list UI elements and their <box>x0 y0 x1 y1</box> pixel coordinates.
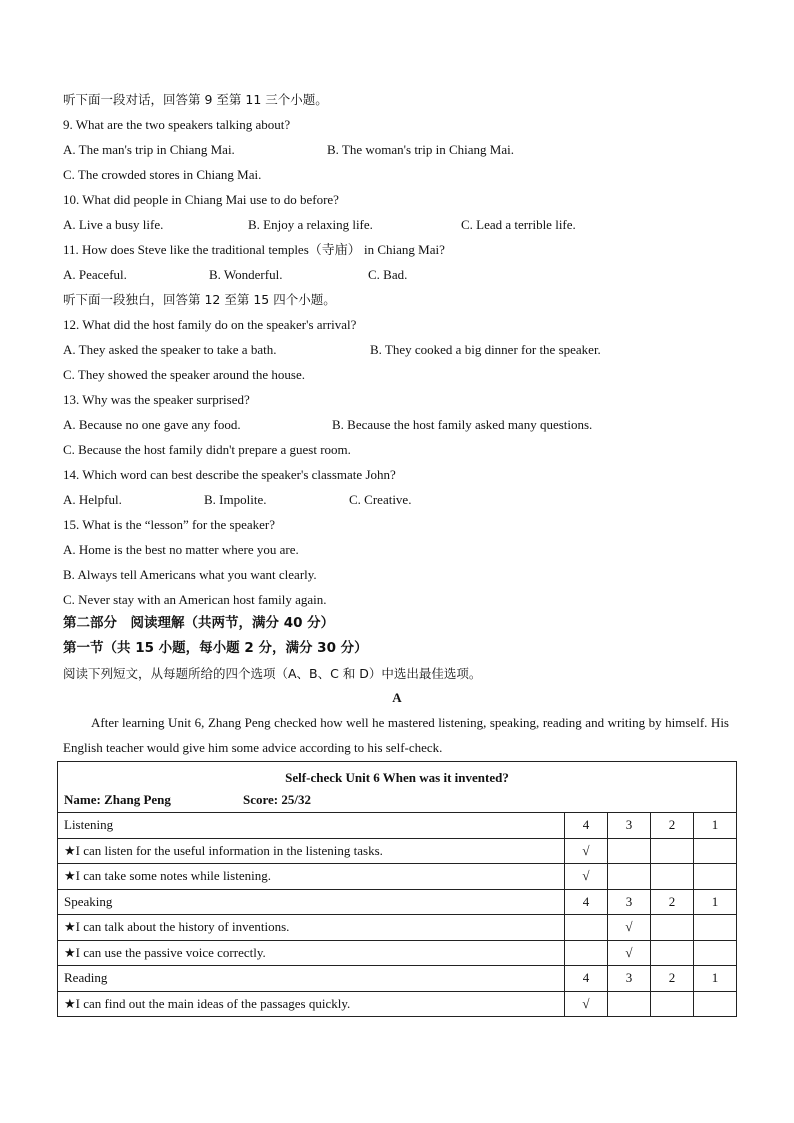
check-cell <box>651 991 694 1017</box>
q12-option-a: A. They asked the speaker to take a bath. <box>63 342 277 357</box>
section1-title: 第一节（共 15 小题，每小题 2 分，满分 30 分） <box>63 640 368 656</box>
student-name: Name: Zhang Peng <box>64 792 171 807</box>
student-score: Score: 25/32 <box>243 792 311 807</box>
item-text: ★I can listen for the useful information in the listening tasks. <box>58 838 565 864</box>
scale-1: 1 <box>694 813 737 839</box>
check-cell <box>694 864 737 890</box>
scale-4: 4 <box>565 966 608 992</box>
check-cell <box>608 864 651 890</box>
q14-option-c: C. Creative. <box>349 492 412 507</box>
question-14: 14. Which word can best describe the speaker's classmate John? <box>63 467 396 482</box>
q10-option-a: A. Live a busy life. <box>63 217 164 232</box>
q15-option-a: A. Home is the best no matter where you are. <box>63 542 299 557</box>
q12-option-c: C. They showed the speaker around the house. <box>63 367 306 382</box>
check-cell <box>608 991 651 1017</box>
check-cell <box>651 915 694 941</box>
check-cell <box>608 838 651 864</box>
q11-option-c: C. Bad. <box>368 267 408 282</box>
question-15: 15. What is the “lesson” for the speaker? <box>63 517 276 532</box>
check-cell <box>694 991 737 1017</box>
check-cell <box>565 915 608 941</box>
question-13: 13. Why was the speaker surprised? <box>63 392 250 407</box>
scale-1: 1 <box>694 966 737 992</box>
table-row <box>58 864 737 890</box>
passage-label: A <box>392 690 402 705</box>
scale-2: 2 <box>651 889 694 915</box>
section-intro-9-11: 听下面一段对话，回答第 9 至第 11 三个小题。 <box>63 92 328 107</box>
section-label: Listening <box>58 813 565 839</box>
q12-option-b: B. They cooked a big dinner for the speaker. <box>370 342 601 357</box>
check-cell <box>565 940 608 966</box>
q13-option-b: B. Because the host family asked many questions. <box>332 417 593 432</box>
part2-title: 第二部分 阅读理解（共两节，满分 40 分） <box>63 615 335 631</box>
check-cell: √ <box>565 838 608 864</box>
scale-3: 3 <box>608 966 651 992</box>
check-cell <box>694 940 737 966</box>
table-row <box>58 838 737 864</box>
scale-2: 2 <box>651 966 694 992</box>
check-cell: √ <box>565 864 608 890</box>
check-cell: √ <box>608 915 651 941</box>
q9-option-c: C. The crowded stores in Chiang Mai. <box>63 167 262 182</box>
section1-instruction: 阅读下列短文，从每题所给的四个选项（A、B、C 和 D）中选出最佳选项。 <box>63 666 482 681</box>
question-9: 9. What are the two speakers talking about? <box>63 117 291 132</box>
question-11: 11. How does Steve like the traditional temples（寺庙） in Chiang Mai? <box>63 242 445 257</box>
question-10: 10. What did people in Chiang Mai use to do before? <box>63 192 339 207</box>
q9-option-b: B. The woman's trip in Chiang Mai. <box>327 142 514 157</box>
question-12: 12. What did the host family do on the speaker's arrival? <box>63 317 357 332</box>
q14-option-a: A. Helpful. <box>63 492 122 507</box>
item-text: ★I can talk about the history of inventions. <box>58 915 565 941</box>
scale-4: 4 <box>565 889 608 915</box>
section-intro-12-15: 听下面一段独白，回答第 12 至第 15 四个小题。 <box>63 292 336 307</box>
q10-option-b: B. Enjoy a relaxing life. <box>248 217 373 232</box>
table-row <box>58 915 737 941</box>
table-header <box>58 762 737 813</box>
section-row-listening <box>58 813 737 839</box>
check-cell <box>694 838 737 864</box>
table-row <box>58 940 737 966</box>
check-cell <box>651 940 694 966</box>
scale-2: 2 <box>651 813 694 839</box>
section-label: Reading <box>58 966 565 992</box>
q13-option-a: A. Because no one gave any food. <box>63 417 241 432</box>
table-title: Self-check Unit 6 When was it invented? <box>285 770 509 785</box>
q13-option-c: C. Because the host family didn't prepare a guest room. <box>63 442 351 457</box>
item-text: ★I can use the passive voice correctly. <box>58 940 565 966</box>
item-text: ★I can find out the main ideas of the passages quickly. <box>58 991 565 1017</box>
self-check-table <box>57 761 737 1017</box>
passage-text: After learning Unit 6, Zhang Peng checked how well he mastered listening, speaking, reading and writing by himself. His English teacher would give him some advice according to his self-check. <box>63 715 729 755</box>
q14-option-b: B. Impolite. <box>204 492 267 507</box>
scale-3: 3 <box>608 813 651 839</box>
q11-option-a: A. Peaceful. <box>63 267 127 282</box>
section-label: Speaking <box>58 889 565 915</box>
item-text: ★I can take some notes while listening. <box>58 864 565 890</box>
check-cell: √ <box>565 991 608 1017</box>
check-cell <box>651 838 694 864</box>
scale-3: 3 <box>608 889 651 915</box>
scale-4: 4 <box>565 813 608 839</box>
section-row-speaking <box>58 889 737 915</box>
table-row <box>58 991 737 1017</box>
q9-option-a: A. The man's trip in Chiang Mai. <box>63 142 235 157</box>
q10-option-c: C. Lead a terrible life. <box>461 217 576 232</box>
check-cell: √ <box>608 940 651 966</box>
q15-option-b: B. Always tell Americans what you want clearly. <box>63 567 317 582</box>
section-row-reading <box>58 966 737 992</box>
check-cell <box>694 915 737 941</box>
q15-option-c: C. Never stay with an American host family again. <box>63 592 327 607</box>
scale-1: 1 <box>694 889 737 915</box>
check-cell <box>651 864 694 890</box>
q11-option-b: B. Wonderful. <box>209 267 283 282</box>
